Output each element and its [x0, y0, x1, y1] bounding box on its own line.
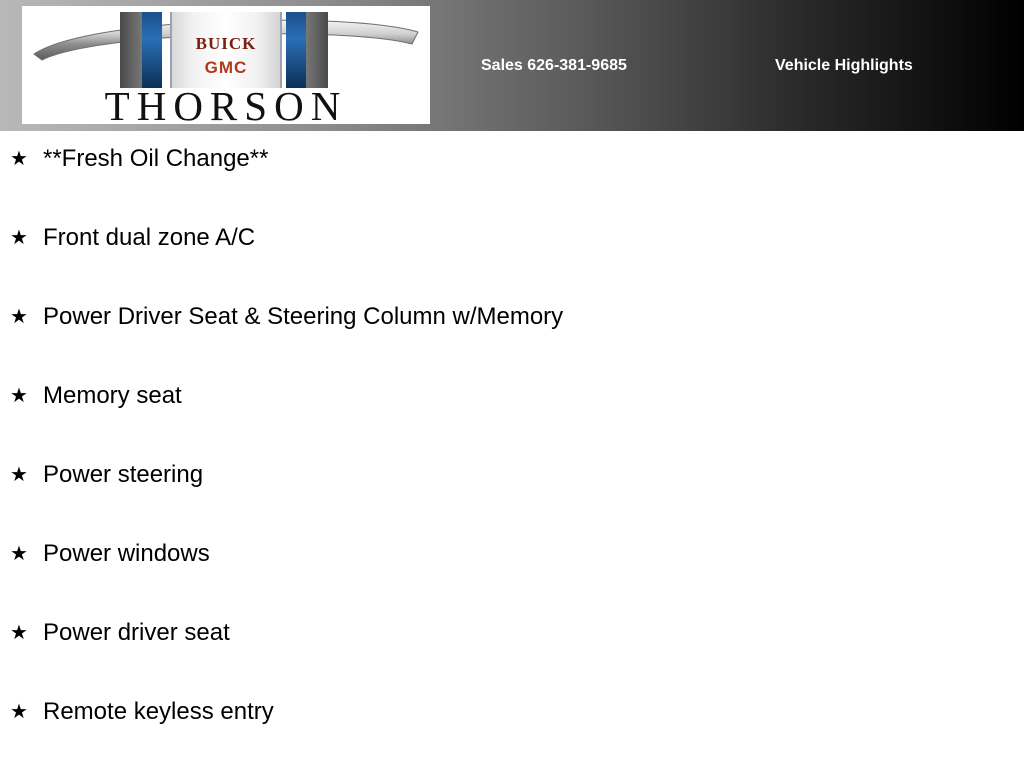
- list-item: [0, 605, 1024, 684]
- dealer-name-wordmark: THORSON: [104, 83, 348, 124]
- highlight-text: Power windows: [43, 540, 210, 567]
- vehicle-highlights-list: [0, 131, 1024, 763]
- sales-phone-link[interactable]: Sales 626-381-9685: [481, 57, 627, 74]
- star-icon: ★: [10, 701, 28, 723]
- site-header: [0, 0, 1024, 131]
- list-item: [0, 368, 1024, 447]
- buick-wordmark: BUICK: [195, 34, 257, 53]
- star-icon: ★: [10, 464, 28, 486]
- star-icon: ★: [10, 543, 28, 565]
- list-item: [0, 289, 1024, 368]
- vehicle-highlights-link[interactable]: Vehicle Highlights: [775, 57, 913, 74]
- star-icon: ★: [10, 148, 28, 170]
- highlight-text: Front dual zone A/C: [43, 224, 256, 251]
- list-item: [0, 447, 1024, 526]
- highlight-text: Power driver seat: [43, 619, 230, 646]
- list-item: [0, 684, 1024, 763]
- highlight-text: Remote keyless entry: [43, 698, 274, 725]
- highlight-text: Memory seat: [43, 382, 182, 409]
- highlight-text: Power steering: [43, 461, 204, 488]
- gmc-wordmark: GMC: [204, 58, 248, 77]
- highlight-text: **Fresh Oil Change**: [43, 145, 269, 172]
- star-icon: ★: [10, 385, 28, 407]
- star-icon: ★: [10, 622, 28, 644]
- highlight-text: Power Driver Seat & Steering Column w/Memory: [43, 303, 564, 330]
- list-item: [0, 131, 1024, 210]
- star-icon: ★: [10, 306, 28, 328]
- list-item: [0, 526, 1024, 605]
- list-item: [0, 210, 1024, 289]
- star-icon: ★: [10, 227, 28, 249]
- dealer-logo[interactable]: [22, 6, 430, 124]
